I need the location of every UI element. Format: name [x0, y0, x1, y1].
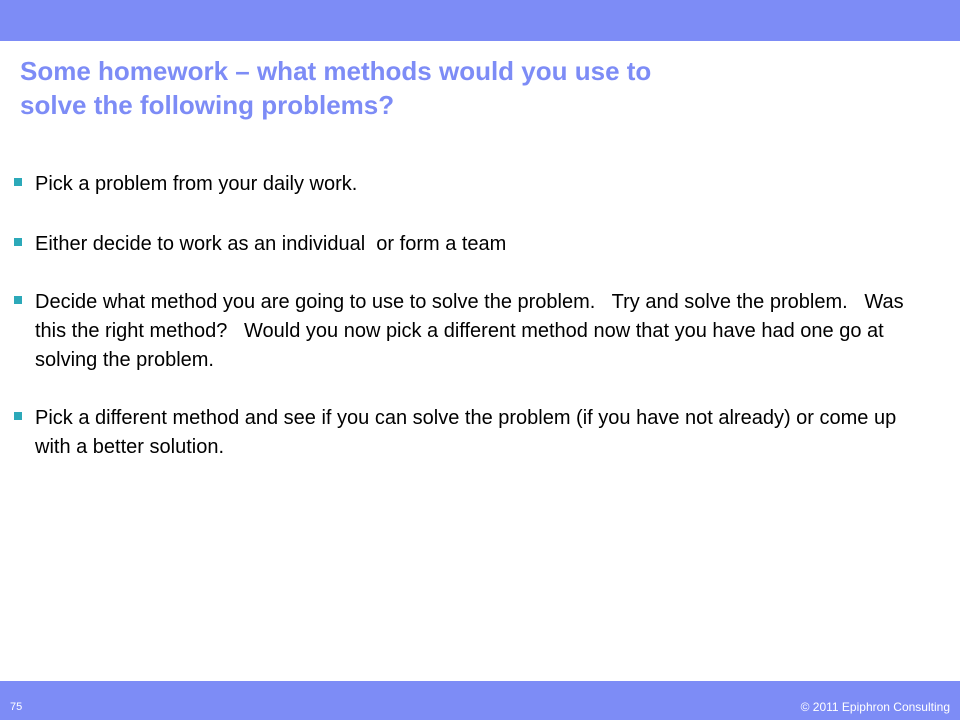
bullet-item: [14, 288, 924, 375]
bullet-text: Decide what method you are going to use to solve the problem. Try and solve the problem. Was this the right method? Would you now pick a different method now that you have had one go at solving the problem.: [35, 291, 910, 371]
bullet-item: [14, 170, 924, 199]
copyright-notice: © 2011 Epiphron Consulting: [800, 700, 950, 714]
square-bullet-icon: [14, 178, 22, 186]
square-bullet-icon: [14, 238, 22, 246]
bullet-text: Either decide to work as an individual or form a team: [35, 233, 507, 255]
slide-title-line-2: solve the following problems?: [20, 90, 395, 120]
square-bullet-icon: [14, 412, 22, 420]
square-bullet-icon: [14, 296, 22, 304]
bullet-item: [14, 404, 924, 462]
slide-title-line-1: Some homework – what methods would you use to: [20, 56, 652, 86]
bullet-text: Pick a problem from your daily work.: [35, 173, 358, 195]
page-number: 75: [10, 701, 23, 713]
bullet-item: [14, 230, 924, 259]
bullet-text: Pick a different method and see if you can solve the problem (if you have not already) or come up with a better solution.: [35, 407, 897, 458]
